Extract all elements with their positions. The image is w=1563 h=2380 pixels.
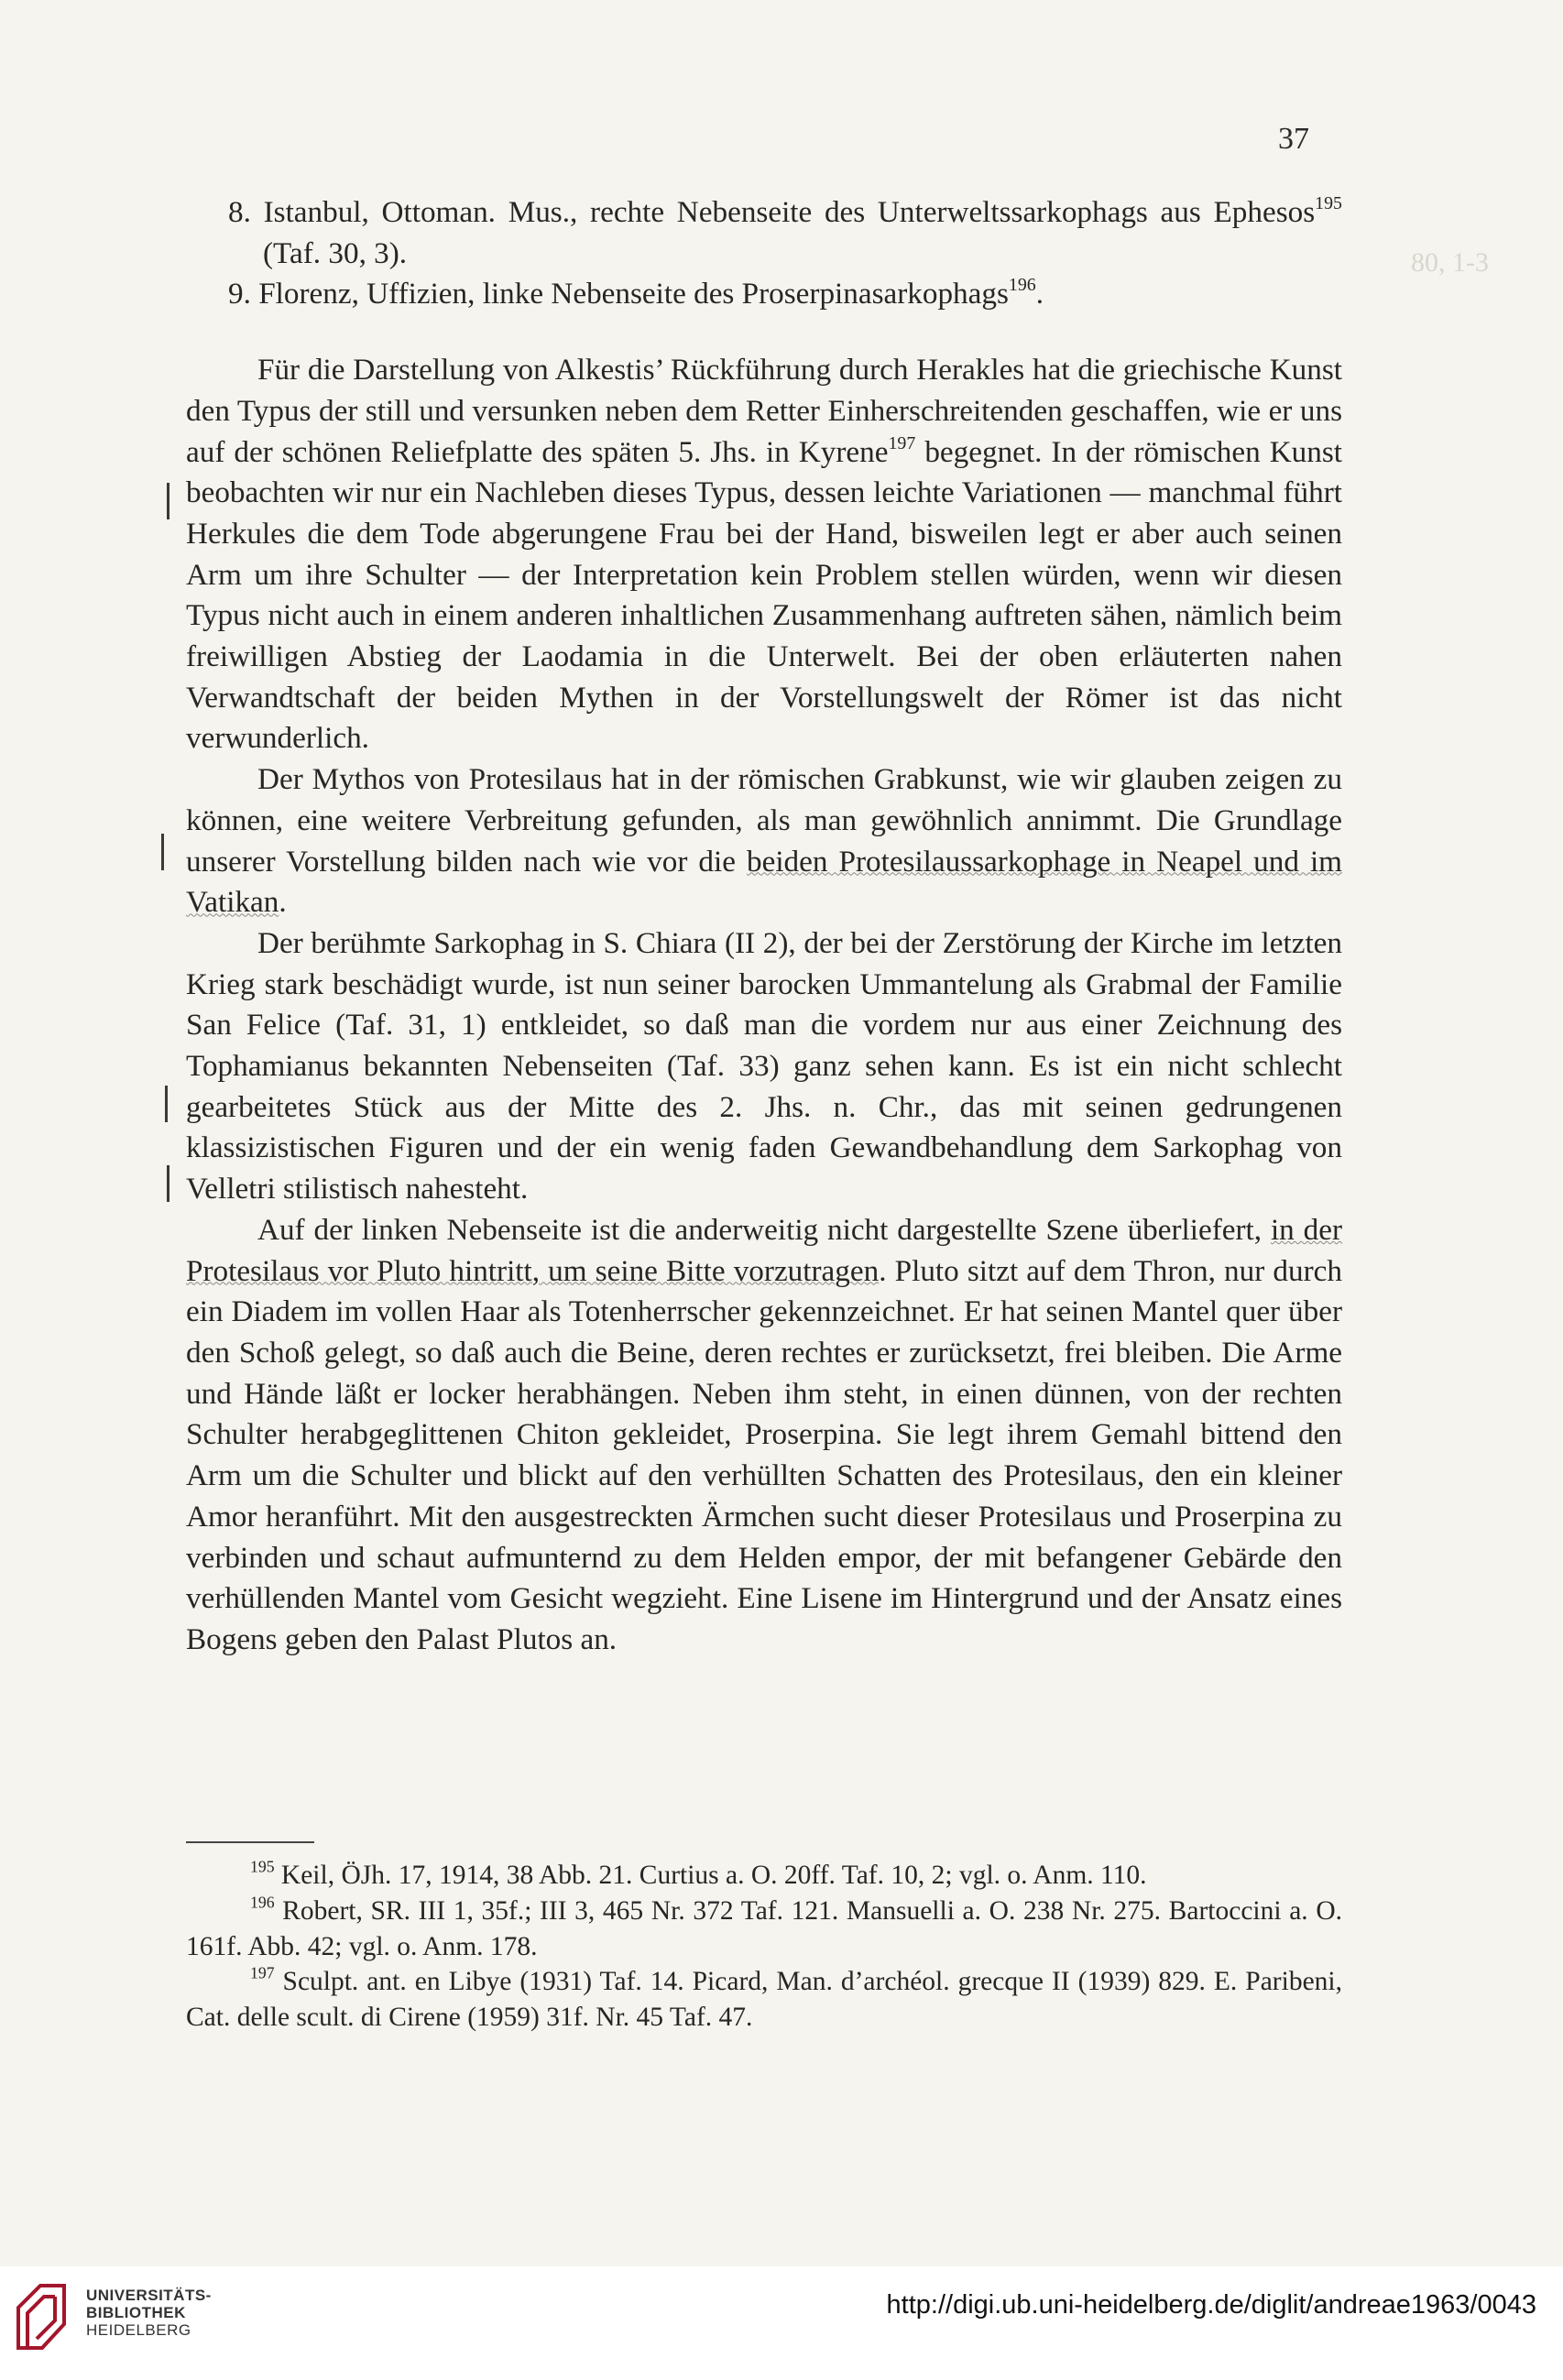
footnote: $^{195}$ Keil, ÖJh. 17, 1914, 38 Abb. 21. Curtius a. O. 20ff. Taf. 10, 2; vgl. o. Anm. 110.: [250, 1857, 1147, 1890]
paragraph-protesilaus: Der Mythos von Protesilaus hat in der römischen Grabkunst, wie wir glauben zeigen zu können, eine weitere Verbreitung gefunden, als man gewöhnlich annimmt. Die Grundlage unserer Vorstellung bilden nach wie vor die beiden Protesilaussarkophage in Neapel und im Vatikan.: [186, 762, 1342, 920]
footnotes: [186, 1858, 1342, 2036]
viewer-footer: [0, 2266, 1563, 2380]
permalink-url[interactable]: http://digi.ub.uni-heidelberg.de/diglit/andreae1963/0043: [886, 2290, 1536, 2320]
list-item: 9. Florenz, Uffizien, linke Nebenseite des Proserpinasarkophags$^{196}$.: [228, 275, 1044, 311]
footnote-ref: 197: [888, 432, 916, 453]
paragraph-s-chiara: Der berühmte Sarkophag in S. Chiara (II 2), der bei der Zerstörung der Kirche im letzten Krieg stark beschädigt wurde, ist nun seiner barocken Ummantelung als Grabmal der Familie San Felice (Taf. 31, 1) entkleidet, so daß man die vordem nur aus einer Zeichnung des Tophamianus bekannten Nebenseiten (Taf. 33) ganz sehen kann. Es ist ein nicht schlecht gearbeitetes Stück aus der Mitte des 2. Jhs. n. Chr., das mit seinen gedrungenen klassizistischen Figuren und der ein wenig faden Gewandbehandlung dem Sarkophag von Velletri stilistisch nahesteht.: [186, 925, 1342, 1206]
page-number: 37: [1278, 122, 1309, 156]
footnote-ref: 195: [1315, 193, 1342, 214]
margin-pencil-mark: [167, 1165, 169, 1202]
library-logo-icon: [13, 2280, 73, 2353]
main-text: [186, 192, 1342, 1661]
paragraph-left-side: Auf der linken Nebenseite ist die anderweitig nicht dargestellte Szene überliefert, in der Protesilaus vor Pluto hintritt, um seine Bitte vorzutragen. Pluto sitzt auf dem Thron, nur durch ein Diadem im vollen Haar als Totenherrscher gekennzeichnet. Er hat seinen Mantel quer über den Schoß gelegt, so daß auch die Beine, deren rechtes er zurücksetzt, frei bleiben. Die Arme und Hände läßt er locker herabhängen. Neben ihm steht, in einen dünnen, von der rechten Schulter herabgeglittenen Chiton gekleidet, Proserpina. Sie legt ihrem Gemahl bittend den Arm um die Schulter und blickt auf den verhüllten Schatten des Protesilaus, den ein kleiner Amor heranführt. Mit den ausgestreckten Ärmchen sucht dieser Protesilaus und Proserpina zu verbinden und schaut aufmunternd zu dem Helden empor, der mit befangener Gebärde den verhüllenden Mantel vom Gesicht wegzieht. Eine Lisene im Hintergrund und der Ansatz eines Bogens geben den Palast Plutos an.: [186, 1212, 1342, 1656]
pencil-underline: beiden Protesilaussarkophage in Neapel und im Vatikan: [186, 844, 1342, 920]
margin-pencil-mark: [167, 483, 169, 519]
footnote-rule: [186, 1841, 314, 1843]
library-name: UNIVERSITÄTS- BIBLIOTHEK HEIDELBERG: [86, 2287, 212, 2339]
footnote: $^{196}$ Robert, SR. III 1, 35f.; III 3, 465 Nr. 372 Taf. 121. Mansuelli a. O. 238 Nr. 275. Bartoccini a. O. 161f. Abb. 42; vgl. o. Anm. 178.: [186, 1893, 1342, 1961]
list-item: 8. Istanbul, Ottoman. Mus., rechte Nebenseite des Unterweltssarkophags aus Ephesos$^{195}$ (Taf. 30, 3).: [228, 193, 1342, 270]
pencil-underline: in der Protesilaus vor Pluto hintritt, um seine Bitte vorzutragen: [186, 1212, 1342, 1288]
footnote: $^{197}$ Sculpt. ant. en Libye (1931) Taf. 14. Picard, Man. d’archéol. grecque II (1939) 829. E. Paribeni, Cat. delle scult. di Cirene (1959) 31f. Nr. 45 Taf. 47.: [186, 1964, 1342, 2033]
bleed-through-margin-note: 80, 1-3: [1411, 247, 1489, 278]
margin-pencil-mark: [165, 1086, 168, 1122]
paragraph-alkestis: Für die Darstellung von Alkestis’ Rückführung durch Herakles hat die griechische Kunst den Typus der still und versunken neben dem Retter Einherschreitenden geschaffen, wie er uns auf der schönen Reliefplatte des späten 5. Jhs. in Kyrene$^{197}$ begegnet. In der römischen Kunst beobachten wir nur ein Nachleben dieses Typus, dessen leichte Variationen — manchmal führt Herkules die dem Tode abgerungene Frau bei der Hand, bisweilen legt er aber auch seinen Arm um ihre Schulter — der Interpretation kein Problem stellen würden, wenn wir diesen Typus nicht auch in einem anderen inhaltlichen Zusammenhang auftreten sähen, nämlich beim freiwilligen Abstieg der Laodamia in die Unterwelt. Bei der oben erläuterten nahen Verwandtschaft der beiden Mythen in der Vorstellungswelt der Römer ist das nicht verwunderlich.: [186, 353, 1342, 756]
margin-pencil-mark: [161, 834, 164, 870]
footnote-ref: 196: [1008, 275, 1036, 296]
